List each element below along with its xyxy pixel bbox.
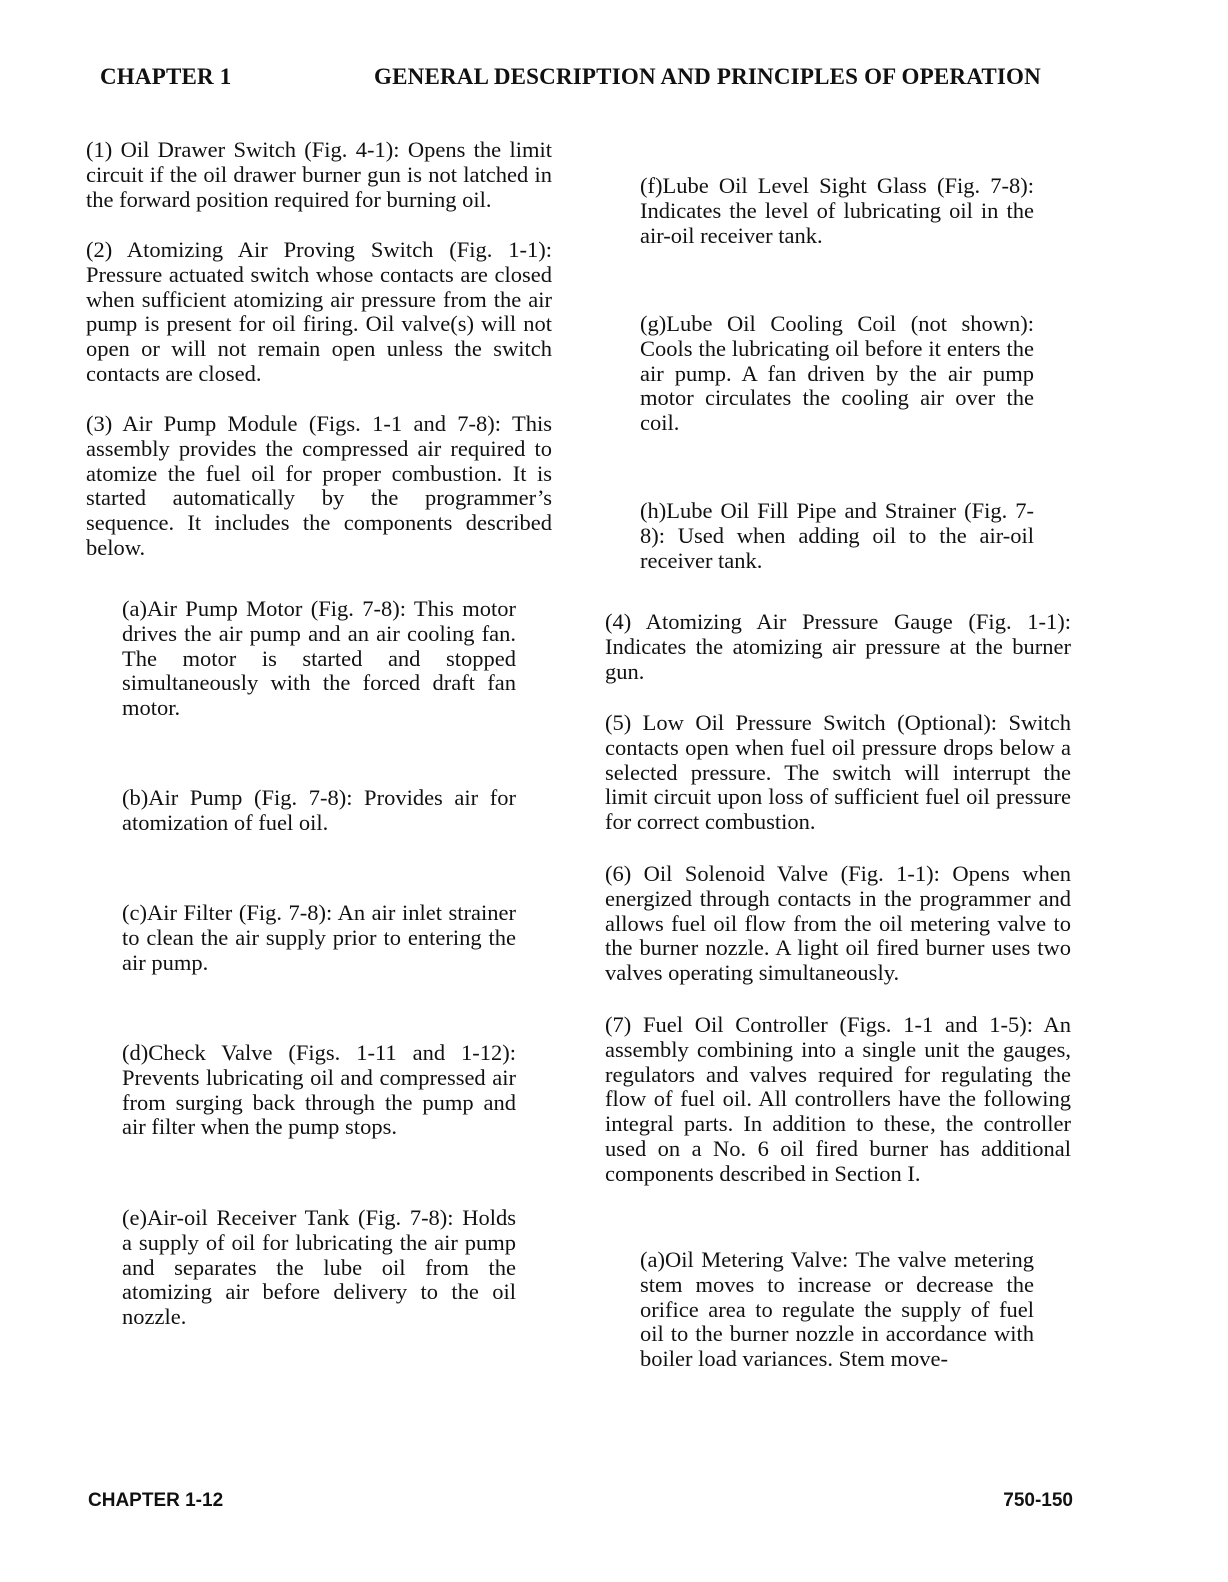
paragraph-atomizing-air-proving-switch: (2) Atomizing Air Proving Switch (Fig. 1-1): Pressure actuated switch whose contacts are closed when sufficient atomizing air pressure from the air pump is present for oil firing. Oil valve(s) will not open or will not remain open unless the switch contacts are closed.: [86, 237, 552, 386]
paragraph-air-pump-module: (3) Air Pump Module (Figs. 1-1 and 7-8): This assembly provides the compressed air required to atomize the fuel oil for proper combustion. It is started automatically by the programmer’s sequence. It includes the components described below.: [86, 411, 552, 560]
paragraph-oil-drawer-switch: (1) Oil Drawer Switch (Fig. 4-1): Opens the limit circuit if the oil drawer burner gun is not latched in the forward position required for burning oil.: [86, 137, 552, 212]
chapter-heading: CHAPTER 1: [100, 64, 232, 89]
item-lube-oil-cooling-coil: (g)Lube Oil Cooling Coil (not shown): Cools the lubricating oil before it enters the air pump. A fan driven by the air pump motor circulates the cooling air over the coil.: [640, 311, 1034, 436]
item-lube-oil-sight-glass: (f)Lube Oil Level Sight Glass (Fig. 7-8): Indicates the level of lubricating oil in the air-oil receiver tank.: [640, 173, 1034, 248]
paragraph-oil-solenoid-valve: (6) Oil Solenoid Valve (Fig. 1-1): Opens when energized through contacts in the programmer and allows fuel oil flow from the oil metering valve to the burner nozzle. A light oil fired burner uses two valves operating simultaneously.: [605, 861, 1071, 986]
footer-document-number: 750-150: [1003, 1490, 1073, 1511]
section-title: GENERAL DESCRIPTION AND PRINCIPLES OF OPERATION: [374, 64, 1041, 89]
item-oil-metering-valve: (a)Oil Metering Valve: The valve metering stem moves to increase or decrease the orifice area to regulate the supply of fuel oil to the burner nozzle in accordance with boiler load variances. Stem move-: [640, 1247, 1034, 1372]
item-air-oil-receiver-tank: (e)Air-oil Receiver Tank (Fig. 7-8): Holds a supply of oil for lubricating the air pump and separates the lube oil from the atomizing air before delivery to the oil nozzle.: [122, 1205, 516, 1330]
item-check-valve: (d)Check Valve (Figs. 1-11 and 1-12): Prevents lubricating oil and compressed air from surging back through the pump and air filter when the pump stops.: [122, 1040, 516, 1140]
footer-page-label: CHAPTER 1-12: [88, 1490, 224, 1511]
paragraph-atomizing-air-pressure-gauge: (4) Atomizing Air Pressure Gauge (Fig. 1-1): Indicates the atomizing air pressure at the burner gun.: [605, 609, 1071, 684]
item-lube-oil-fill-pipe: (h)Lube Oil Fill Pipe and Strainer (Fig. 7-8): Used when adding oil to the air-oil receiver tank.: [640, 498, 1034, 573]
paragraph-low-oil-pressure-switch: (5) Low Oil Pressure Switch (Optional): Switch contacts open when fuel oil pressure drops below a selected pressure. The switch will interrupt the limit circuit upon loss of sufficient fuel oil pressure for correct combustion.: [605, 710, 1071, 835]
item-air-pump-motor: (a)Air Pump Motor (Fig. 7-8): This motor drives the air pump and an air cooling fan. The motor is started and stopped simultaneously with the forced draft fan motor.: [122, 596, 516, 721]
item-air-filter: (c)Air Filter (Fig. 7-8): An air inlet strainer to clean the air supply prior to entering the air pump.: [122, 900, 516, 975]
paragraph-fuel-oil-controller: (7) Fuel Oil Controller (Figs. 1-1 and 1-5): An assembly combining into a single unit the gauges, regulators and valves required for regulating the flow of fuel oil. All controllers have the following integral parts. In addition to these, the controller used on a No. 6 oil fired burner has additional components described in Section I.: [605, 1012, 1071, 1186]
item-air-pump: (b)Air Pump (Fig. 7-8): Provides air for atomization of fuel oil.: [122, 785, 516, 835]
